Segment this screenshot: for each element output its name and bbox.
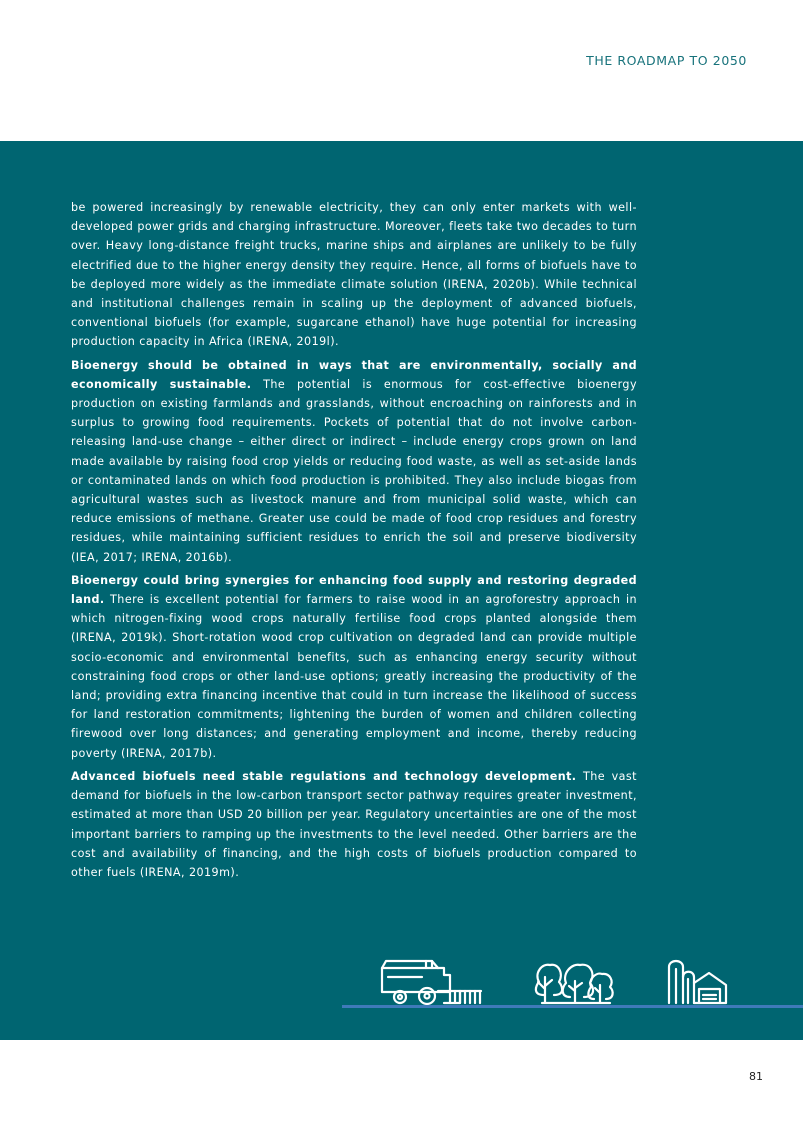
paragraph (71, 198, 637, 352)
combine-harvester-icon (382, 961, 481, 1004)
icon-baseline-rule (342, 1005, 803, 1008)
icon-strip (342, 955, 803, 1011)
paragraph (71, 356, 637, 567)
paragraph-lead: Bioenergy should be obtained in ways that are environmentally, socially and economically sustainable. (71, 358, 637, 391)
farm-silo-icon (669, 961, 726, 1003)
paragraph-text: There is excellent potential for farmers to raise wood in an agroforestry approach in which nitrogen-fixing wood crops naturally fertilise food crops planted alongside them (IRENA, 2019k). Short-rotation wood crop cultivation on degraded land can provide multiple socio-economic and environmental benefits, such as enhancing energy security without constraining food crops or other land-use options; greatly increasing the productivity of the land; providing extra financing incentive that could in turn increase the likelihood of success for land restoration commitments; lightening the burden of women and children collecting firewood over long distances; and generating employment and income, thereby reducing poverty (IRENA, 2017b). (71, 593, 637, 760)
paragraph (71, 767, 637, 882)
paragraph-text: The vast demand for biofuels in the low-carbon transport sector pathway requires greater investment, estimated at more than USD 20 billion per year. Regulatory uncertainties are one of the most important barriers to ramping up the investments to the level needed. Other barriers are the cost and availability of financing, and the high costs of biofuels production compared to other fuels (IRENA, 2019m). (71, 769, 638, 879)
paragraph (71, 571, 637, 763)
page-number: 81 (749, 1070, 763, 1083)
paragraph-text: The potential is enormous for cost-effective bioenergy production on existing farmlands and grasslands, without encroaching on rainforests and in surplus to growing food requirements. Pockets of potential that do not involve carbon-releasing land-use change – either direct or indirect – include energy crops grown on land made available by raising food crop yields or reducing food waste, as well as set-aside lands or contaminated lands on which food production is prohibited. They also include biogas from agricultural wastes such as livestock manure and from municipal solid waste, which can reduce emissions of methane. Greater use could be made of food crop residues and forestry residues, while maintaining sufficient residues to enrich the soil and preserve biodiversity (IEA, 2017; IRENA, 2016b). (71, 377, 637, 564)
trees-icon (536, 965, 613, 1003)
paragraph-lead: Advanced biofuels need stable regulations and technology development. (71, 769, 577, 783)
paragraph-lead: Bioenergy could bring synergies for enhancing food supply and restoring degraded land. (71, 573, 637, 607)
paragraph-text: be powered increasingly by renewable electricity, they can only enter markets with well-developed power grids and charging infrastructure. Moreover, fleets take two decades to turn over. Heavy long-distance freight trucks, marine ships and airplanes are unlikely to be fully electrified due to the higher energy density they require. Hence, all forms of biofuels have to be deployed more widely as the immediate climate solution (IRENA, 2020b). While technical and institutional challenges remain in scaling up the deployment of advanced biofuels, conventional biofuels (for example, sugarcane ethanol) have huge potential for increasing production capacity in Africa (IRENA, 2019l). (71, 201, 637, 349)
running-title: THE ROADMAP TO 2050 (586, 53, 747, 68)
body-text (71, 198, 637, 886)
